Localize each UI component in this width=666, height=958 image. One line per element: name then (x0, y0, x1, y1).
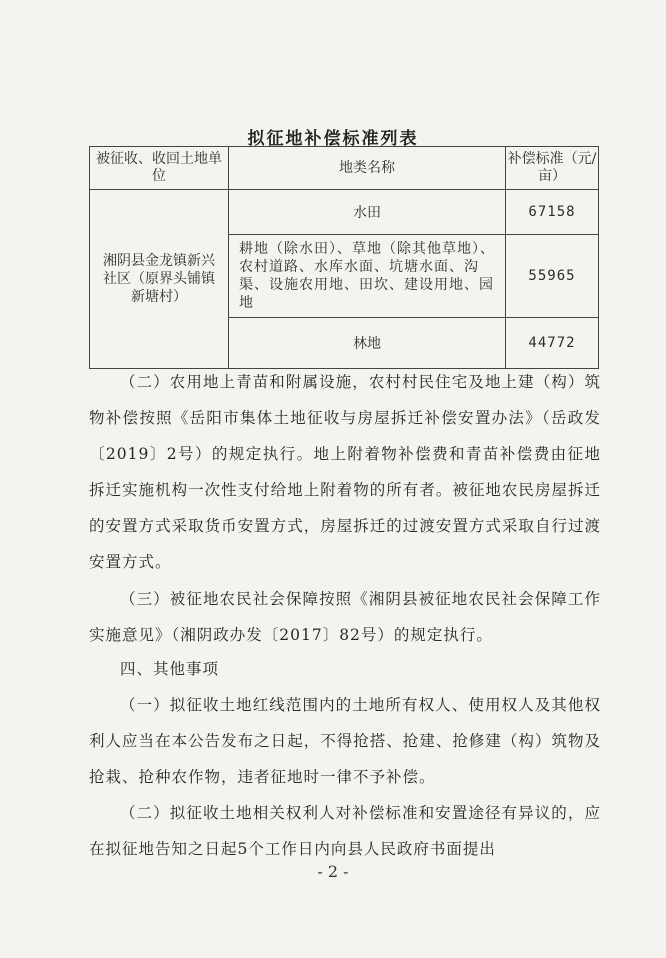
value-cell: 55965 (506, 235, 599, 318)
header-standard: 补偿标准（元/亩） (506, 147, 599, 190)
table-header-row (90, 147, 599, 190)
header-unit: 被征收、收回土地单位 (90, 147, 229, 190)
unit-cell: 湘阴县金龙镇新兴社区（原界头铺镇新塘村） (90, 190, 229, 369)
value-cell: 44772 (506, 318, 599, 369)
section-heading-other-matters: 四、其他事项 (120, 660, 220, 678)
table-title: 拟征地补偿标准列表 (247, 129, 419, 149)
land-type-cell: 水田 (229, 190, 506, 235)
compensation-table (89, 146, 599, 369)
header-land-type: 地类名称 (229, 147, 506, 190)
paragraph-objection: （二）拟征收土地相关权利人对补偿标准和安置途径有异议的，应在拟征地告知之日起5个工作日内向县人民政府书面提出 (89, 804, 601, 858)
table-row (90, 190, 599, 235)
value-cell: 67158 (506, 190, 599, 235)
paragraph-prohibition: （一）拟征收土地红线范围内的土地所有权人、使用权人及其他权利人应当在本公告发布之日起，不得抢搭、抢建、抢修建（构）筑物及抢栽、抢种农作物，违者征地时一律不予补偿。 (89, 696, 601, 786)
paragraph-seedling-compensation: （二）农用地上青苗和附属设施，农村村民住宅及地上建（构）筑物补偿按照《岳阳市集体土地征收与房屋拆迁补偿安置办法》（岳政发〔2019〕2号）的规定执行。地上附着物补偿费和青苗补偿费由征地拆迁实施机构一次性支付给地上附着物的所有者。被征地农民房屋拆迁的安置方式采取货币安置方式，房屋拆迁的过渡安置方式采取自行过渡安置方式。 (89, 373, 601, 571)
land-type-cell: 耕地（除水田）、草地（除其他草地）、农村道路、水库水面、坑塘水面、沟渠、设施农用地、田坎、建设用地、园地 (229, 235, 506, 318)
page-number: - 2 - (317, 862, 349, 881)
land-type-cell: 林地 (229, 318, 506, 369)
paragraph-social-security: （三）被征地农民社会保障按照《湘阴县被征地农民社会保障工作实施意见》（湘阴政办发〔2017〕82号）的规定执行。 (89, 590, 601, 644)
